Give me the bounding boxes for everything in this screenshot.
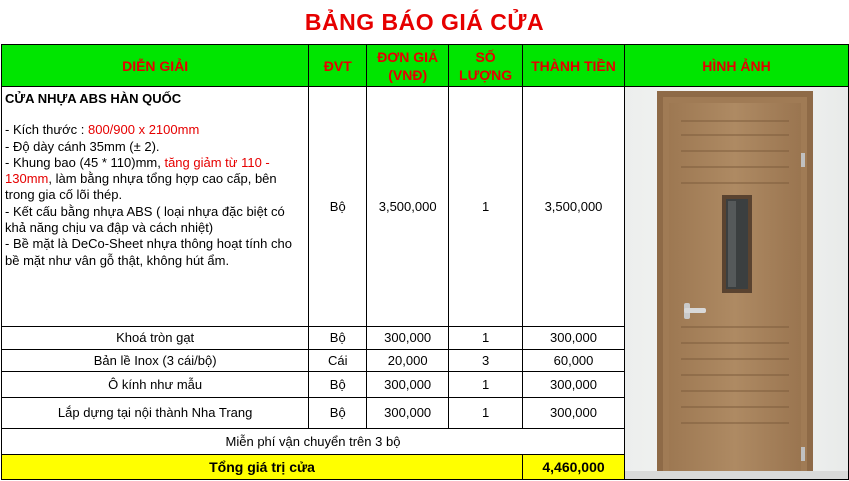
row-total: 300,000 (523, 397, 625, 428)
row-unit: Bộ (309, 327, 367, 350)
free-shipping-note: Miễn phí vận chuyển trên 3 bộ (2, 428, 625, 455)
header-unit-price (367, 45, 449, 87)
door-image-cell (624, 87, 848, 480)
frame-prefix: - Khung bao (45 * 110)mm, (5, 154, 165, 170)
row-price: 300,000 (367, 327, 449, 350)
main-item-surface: - Bề mặt là DeCo-Sheet nhựa thông hoạt tính cho bề mặt như vân gỗ thật, không hút ẩm. (5, 236, 292, 268)
main-item-price: 3,500,000 (367, 87, 449, 327)
row-total: 300,000 (523, 372, 625, 398)
header-quantity-line2: LƯỢNG (459, 66, 513, 83)
header-total: THÀNH TIỀN (523, 45, 625, 87)
main-item-name: CỬA NHỰA ABS HÀN QUỐC (5, 91, 182, 106)
main-item-size (5, 122, 305, 138)
frame-suffix: , làm bằng nhựa tổng hợp cao cấp, bên trong gia cố lõi thép. (5, 171, 277, 203)
main-item-unit: Bộ (309, 87, 367, 327)
size-value: 800/900 x 2100mm (87, 122, 200, 138)
main-item-qty: 1 (449, 87, 523, 327)
door-photo (625, 87, 848, 479)
row-unit: Bộ (309, 397, 367, 428)
row-total: 300,000 (523, 327, 625, 350)
header-image: HÌNH ẢNH (624, 45, 848, 87)
page-title: BẢNG BÁO GIÁ CỬA (304, 9, 545, 35)
header-unit-price-line2: (VNĐ) (388, 66, 428, 83)
main-item-structure: - Kết cấu bằng nhựa ABS ( loại nhựa đặc biệt có khả năng chịu va đập và cách nhiệt) (5, 203, 285, 236)
grand-total-label: Tổng giá trị cửa (2, 455, 523, 480)
main-item-total: 3,500,000 (523, 87, 625, 327)
header-quantity (449, 45, 523, 87)
row-total: 60,000 (523, 349, 625, 372)
row-qty: 1 (449, 397, 523, 428)
row-price: 20,000 (367, 349, 449, 372)
size-label: - Kích thước : (5, 122, 88, 138)
row-unit: Cái (309, 349, 367, 372)
row-name: Khoá tròn gạt (2, 327, 309, 350)
header-unit: ĐVT (309, 45, 367, 87)
row-qty: 1 (449, 372, 523, 398)
frame-red-text: tăng giảm từ 110 - 130mm (5, 154, 270, 187)
price-table (1, 44, 849, 480)
header-description: DIỄN GIẢI (2, 45, 309, 87)
main-item-thickness: - Độ dày cánh 35mm (± 2). (5, 138, 160, 154)
grand-total-value: 4,460,000 (523, 455, 625, 480)
row-unit: Bộ (309, 372, 367, 398)
header-unit-price-line1: ĐƠN GIÁ (377, 48, 439, 65)
row-qty: 1 (449, 327, 523, 350)
row-name: Bản lề Inox (3 cái/bộ) (2, 349, 309, 372)
row-name: Lắp dựng tại nội thành Nha Trang (2, 397, 309, 428)
header-quantity-line1: SỐ (475, 48, 496, 65)
row-price: 300,000 (367, 372, 449, 398)
main-item-frame (5, 155, 305, 204)
table-row-main-item (2, 87, 849, 327)
row-name: Ô kính như mẫu (2, 372, 309, 398)
row-qty: 3 (449, 349, 523, 372)
row-price: 300,000 (367, 397, 449, 428)
header-row (2, 45, 849, 87)
main-item-description (2, 87, 309, 327)
